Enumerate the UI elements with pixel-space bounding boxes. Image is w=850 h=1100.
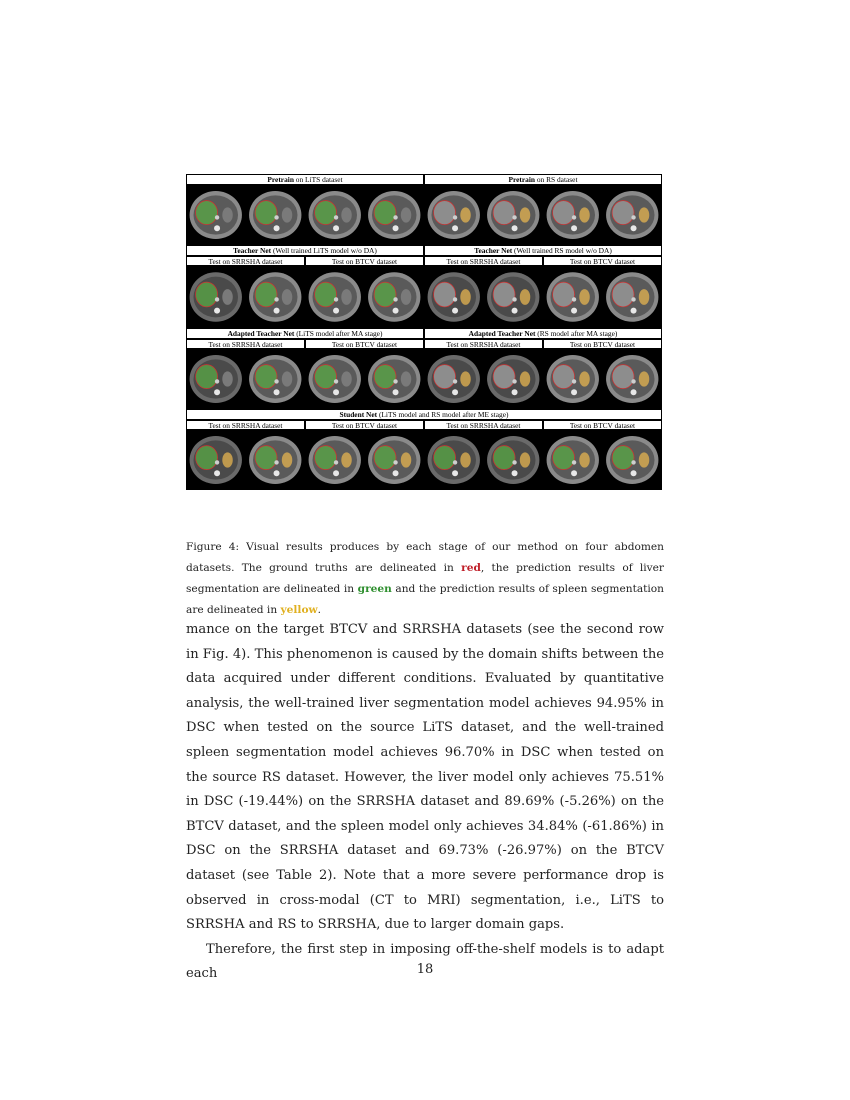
header-adapted-rs: Adapted Teacher Net (RS model after MA stage) (424, 328, 662, 339)
scan-thumbnail (606, 436, 658, 484)
scan-thumbnail (368, 191, 420, 239)
scan-thumbnail (487, 355, 539, 403)
scan-thumbnail (606, 272, 658, 322)
scan-thumbnail (428, 355, 480, 403)
subheader-srrsha: Test on SRRSHA dataset (424, 420, 543, 430)
scan-thumbnail (547, 436, 599, 484)
header-teacher-lits: Teacher Net (Well trained LiTS model w/o DA) (186, 245, 424, 256)
image-strip-teacher (186, 266, 662, 328)
image-strip-student (186, 430, 662, 490)
scan-thumbnail (190, 191, 242, 239)
caption-yellow-word: yellow (280, 604, 318, 616)
header-student: Student Net (LiTS model and RS model after ME stage) (186, 409, 662, 420)
scan-thumbnail (368, 272, 420, 322)
header-adapted-lits: Adapted Teacher Net (LiTS model after MA stage) (186, 328, 424, 339)
subheader-srrsha: Test on SRRSHA dataset (424, 256, 543, 266)
scan-thumbnail (190, 355, 242, 403)
scan-thumbnail (547, 272, 599, 322)
subheader-srrsha: Test on SRRSHA dataset (186, 256, 305, 266)
subheader-btcv: Test on BTCV dataset (543, 420, 662, 430)
scan-thumbnail (487, 436, 539, 484)
subheader-srrsha: Test on SRRSHA dataset (186, 339, 305, 349)
scan-thumbnail (249, 436, 301, 484)
scan-thumbnail (249, 355, 301, 403)
header-pretrain-lits: Pretrain on LiTS dataset (186, 174, 424, 185)
header-pretrain-rs: Pretrain on RS dataset (424, 174, 662, 185)
scan-thumbnail (309, 355, 361, 403)
scan-thumbnail (606, 191, 658, 239)
ct-scan-images-row-3 (186, 349, 662, 409)
scan-thumbnail (547, 191, 599, 239)
header-teacher-rs: Teacher Net (Well trained RS model w/o DA) (424, 245, 662, 256)
subheader-btcv: Test on BTCV dataset (305, 339, 424, 349)
scan-thumbnail (249, 272, 301, 322)
scan-thumbnail (190, 272, 242, 322)
subheader-btcv: Test on BTCV dataset (305, 420, 424, 430)
paragraph: Therefore, the first step in imposing off-the-shelf models is to adapt each (186, 941, 664, 982)
paragraph: mance on the target BTCV and SRRSHA datasets (see the second row in Fig. 4). This phenomenon is caused by the domain shifts between the data acquired under different conditions. Evaluated by quantitative analysis, the well-trained liver segmentation model achieves 94.95% in DSC when tested on the source LiTS dataset, and the well-trained spleen segmentation model achieves 96.70% in DSC when tested on the source RS dataset. However, the liver model only achieves 75.51% in DSC (-19.44%) on the SRRSHA dataset and 89.69% (-5.26%) on the BTCV dataset, and the spleen model only achieves 34.84% (-61.86%) in DSC on the SRRSHA dataset and 69.73% (-26.97%) on the BTCV dataset (see Table 2). Note that a more severe performance drop is observed in cross-modal (CT to MRI) segmentation, i.e., LiTS to SRRSHA and RS to SRRSHA, due to larger domain gaps. (186, 622, 664, 933)
figure-caption: Figure 4: Visual results produces by each stage of our method on four abdomen datasets. The ground truths are delineated in red, the prediction results of liver segmentation are delineated in green and the prediction results of spleen segmentation are delineated in yellow. (186, 541, 664, 616)
figure-4 (186, 174, 662, 490)
ct-scan-images-row-2 (186, 266, 662, 328)
scan-thumbnail (309, 191, 361, 239)
ct-scan-images-row-4 (186, 430, 662, 490)
scan-thumbnail (428, 436, 480, 484)
ct-scan-images-row-1 (186, 185, 662, 245)
scan-thumbnail (606, 355, 658, 403)
image-strip-pretrain (186, 185, 662, 245)
subheader-srrsha: Test on SRRSHA dataset (186, 420, 305, 430)
scan-thumbnail (368, 436, 420, 484)
scan-thumbnail (368, 355, 420, 403)
image-strip-adapted (186, 349, 662, 409)
scan-thumbnail (249, 191, 301, 239)
page-number: 18 (416, 962, 434, 977)
scan-thumbnail (487, 272, 539, 322)
subheader-btcv: Test on BTCV dataset (305, 256, 424, 266)
scan-thumbnail (309, 436, 361, 484)
subheader-srrsha: Test on SRRSHA dataset (424, 339, 543, 349)
body-text (186, 618, 664, 987)
caption-red-word: red (461, 562, 481, 574)
scan-thumbnail (487, 191, 539, 239)
scan-thumbnail (547, 355, 599, 403)
scan-thumbnail (428, 191, 480, 239)
scan-thumbnail (309, 272, 361, 322)
subheader-btcv: Test on BTCV dataset (543, 256, 662, 266)
subheader-btcv: Test on BTCV dataset (543, 339, 662, 349)
caption-green-word: green (357, 583, 392, 595)
scan-thumbnail (190, 436, 242, 484)
scan-thumbnail (428, 272, 480, 322)
